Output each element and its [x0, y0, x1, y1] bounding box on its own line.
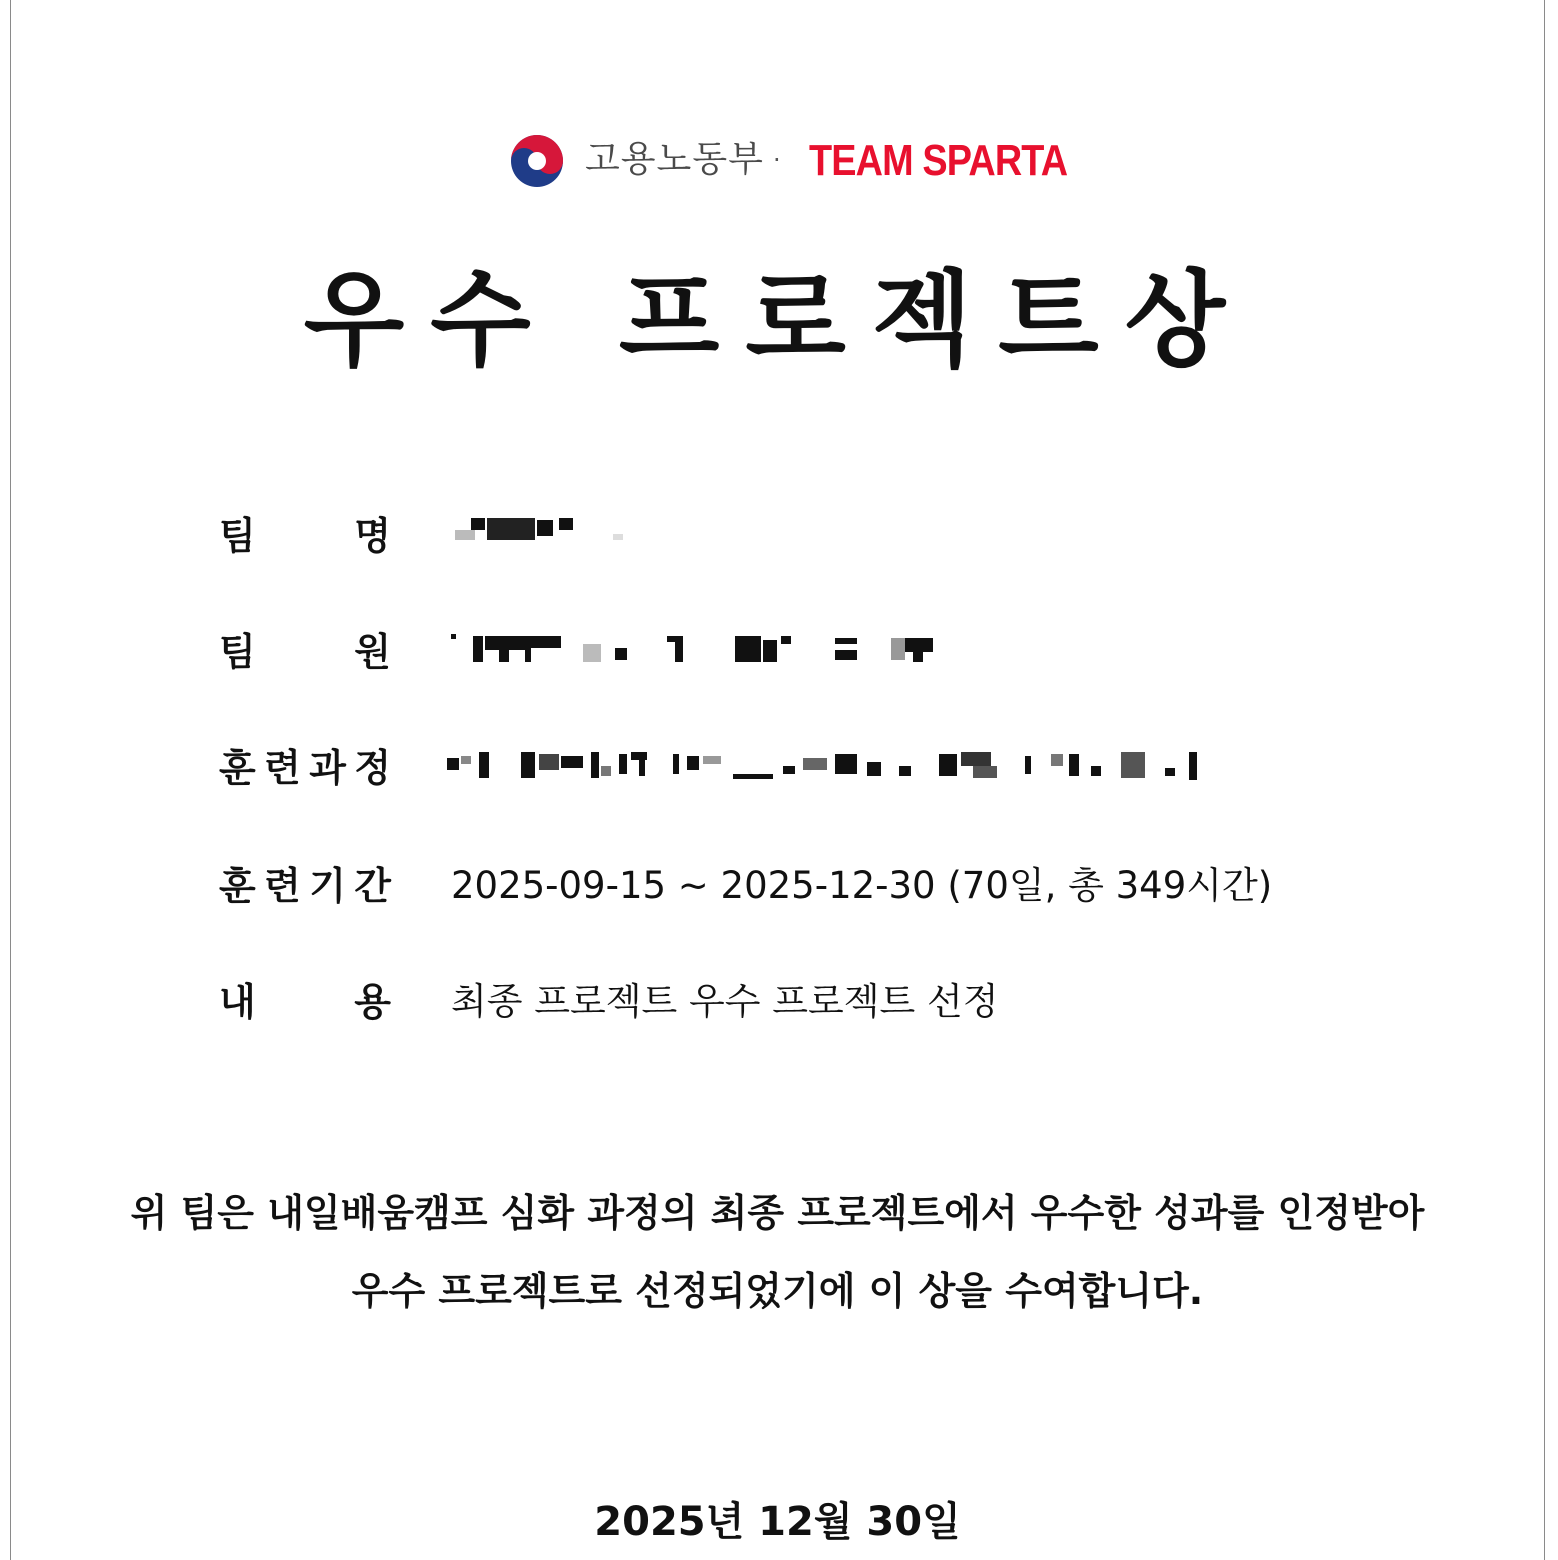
award-statement-line-2: 우수 프로젝트로 선정되었기에 이 상을 수여합니다.: [351, 1269, 1204, 1313]
team-name-redacted: [451, 510, 651, 562]
ministry-name: 고용노동부: [585, 139, 764, 180]
team-members-redacted: [451, 626, 951, 678]
course-redacted: [451, 742, 1291, 794]
logo-bar: [11, 130, 1544, 192]
team-name-row: [219, 510, 1319, 562]
content-row: [219, 976, 1319, 1028]
award-statement-line-1: 위 팀은 내일배움캠프 심화 과정의 최종 프로젝트에서 우수한 성과를 인정받아: [130, 1191, 1425, 1235]
government-emblem-icon: [510, 134, 564, 188]
certificate-title: 우수 프로젝트상: [303, 259, 1252, 381]
course-row: [219, 742, 1319, 794]
period-label: 훈 련 기 간: [219, 864, 391, 908]
certificate-page: [10, 0, 1545, 1560]
period-value: 2025-09-15 ~ 2025-12-30 (70일, 총 349시간): [451, 864, 1273, 907]
period-row: [219, 860, 1319, 912]
issue-date: 2025년 12월 30일: [594, 1499, 961, 1545]
logo-separator: ·: [773, 146, 781, 174]
content-label: 내 용: [219, 980, 391, 1024]
team-members-label: 팀 원: [219, 630, 391, 674]
team-name-label: 팀 명: [219, 514, 391, 558]
team-members-row: [219, 626, 1319, 678]
content-value: 최종 프로젝트 우수 프로젝트 선정: [451, 980, 999, 1023]
course-label: 훈 련 과 정: [219, 746, 391, 790]
team-sparta-logo: TEAM SPARTA: [809, 136, 1068, 185]
